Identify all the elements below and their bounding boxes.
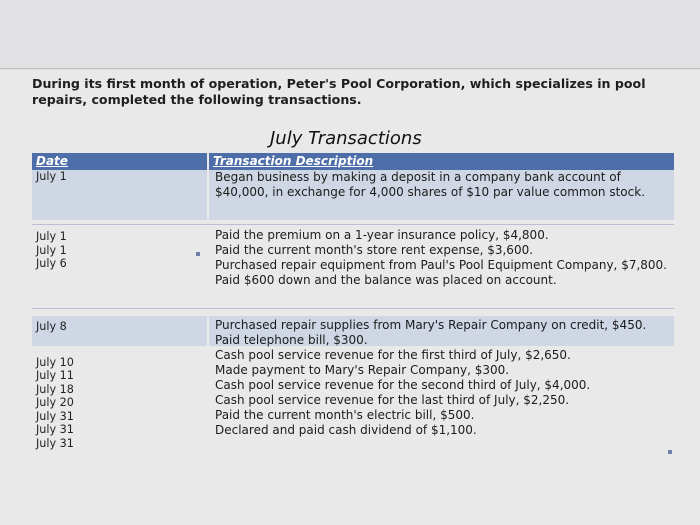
bullet-marker: [668, 450, 672, 454]
group2-date-cell: [32, 230, 207, 271]
group3-desc-cell: [209, 318, 674, 438]
table-row-date: July 6: [36, 257, 67, 270]
table-title: July Transactions: [270, 128, 422, 149]
table-row-description: Paid the current month's store rent expense, $3,600.: [215, 243, 534, 257]
row-separator: [32, 224, 674, 225]
table-row-description: Cash pool service revenue for the last third of July, $2,250.: [215, 393, 570, 407]
spacer: [32, 334, 207, 356]
table-row-date: July 31: [36, 436, 74, 450]
group3-date-cell: [32, 320, 207, 450]
table-row-date: July 31: [36, 423, 74, 436]
header-description: Transaction Description: [209, 153, 674, 170]
table-row-date: July 10: [36, 355, 74, 369]
table-row-description: Cash pool service revenue for the first third of July, $2,650.: [215, 348, 571, 362]
table-row-date: July 31: [36, 409, 74, 423]
table-row-description: Paid telephone bill, $300.: [215, 333, 368, 347]
intro-text: During its first month of operation, Peter's Pool Corporation, which specializes in pool repairs, completed the following transactions.: [32, 76, 646, 107]
table-row-date: July 8: [36, 320, 67, 333]
divider: [0, 68, 700, 69]
page-top-band: [0, 0, 700, 70]
table-row-description: Paid the current month's electric bill, $500.: [215, 408, 475, 422]
table-row-date: July 1: [36, 170, 67, 183]
table-row-date: July 11: [36, 369, 74, 382]
table-row-description: Made payment to Mary's Repair Company, $300.: [215, 363, 510, 377]
table-row-description: Declared and paid cash dividend of $1,100.: [215, 423, 477, 437]
bullet-marker: [196, 252, 200, 256]
group1-date-cell: [32, 170, 207, 220]
table-row-date: July 20: [36, 396, 74, 409]
table-row-description: Purchased repair supplies from Mary's Repair Company on credit, $450.: [215, 318, 647, 332]
header-date: Date: [32, 153, 207, 170]
table-row-description: Began business by making a deposit in a company bank account of $40,000, in exchange for 4,000 shares of $10 par value common stock.: [215, 170, 646, 199]
table-row-description: Cash pool service revenue for the second third of July, $4,000.: [215, 378, 591, 392]
table-row-date: July 1: [36, 230, 67, 243]
table-row-description: Paid the premium on a 1-year insurance policy, $4,800.: [215, 228, 549, 242]
group1-desc-cell: [209, 170, 674, 220]
table-row-date: July 1: [36, 243, 67, 257]
group2-desc-cell: [209, 228, 674, 288]
row-separator: [32, 308, 674, 309]
table-row-date: July 18: [36, 382, 74, 396]
table-row-description: Purchased repair equipment from Paul's Pool Equipment Company, $7,800. Paid $600 down and the balance was placed on account.: [215, 258, 667, 287]
